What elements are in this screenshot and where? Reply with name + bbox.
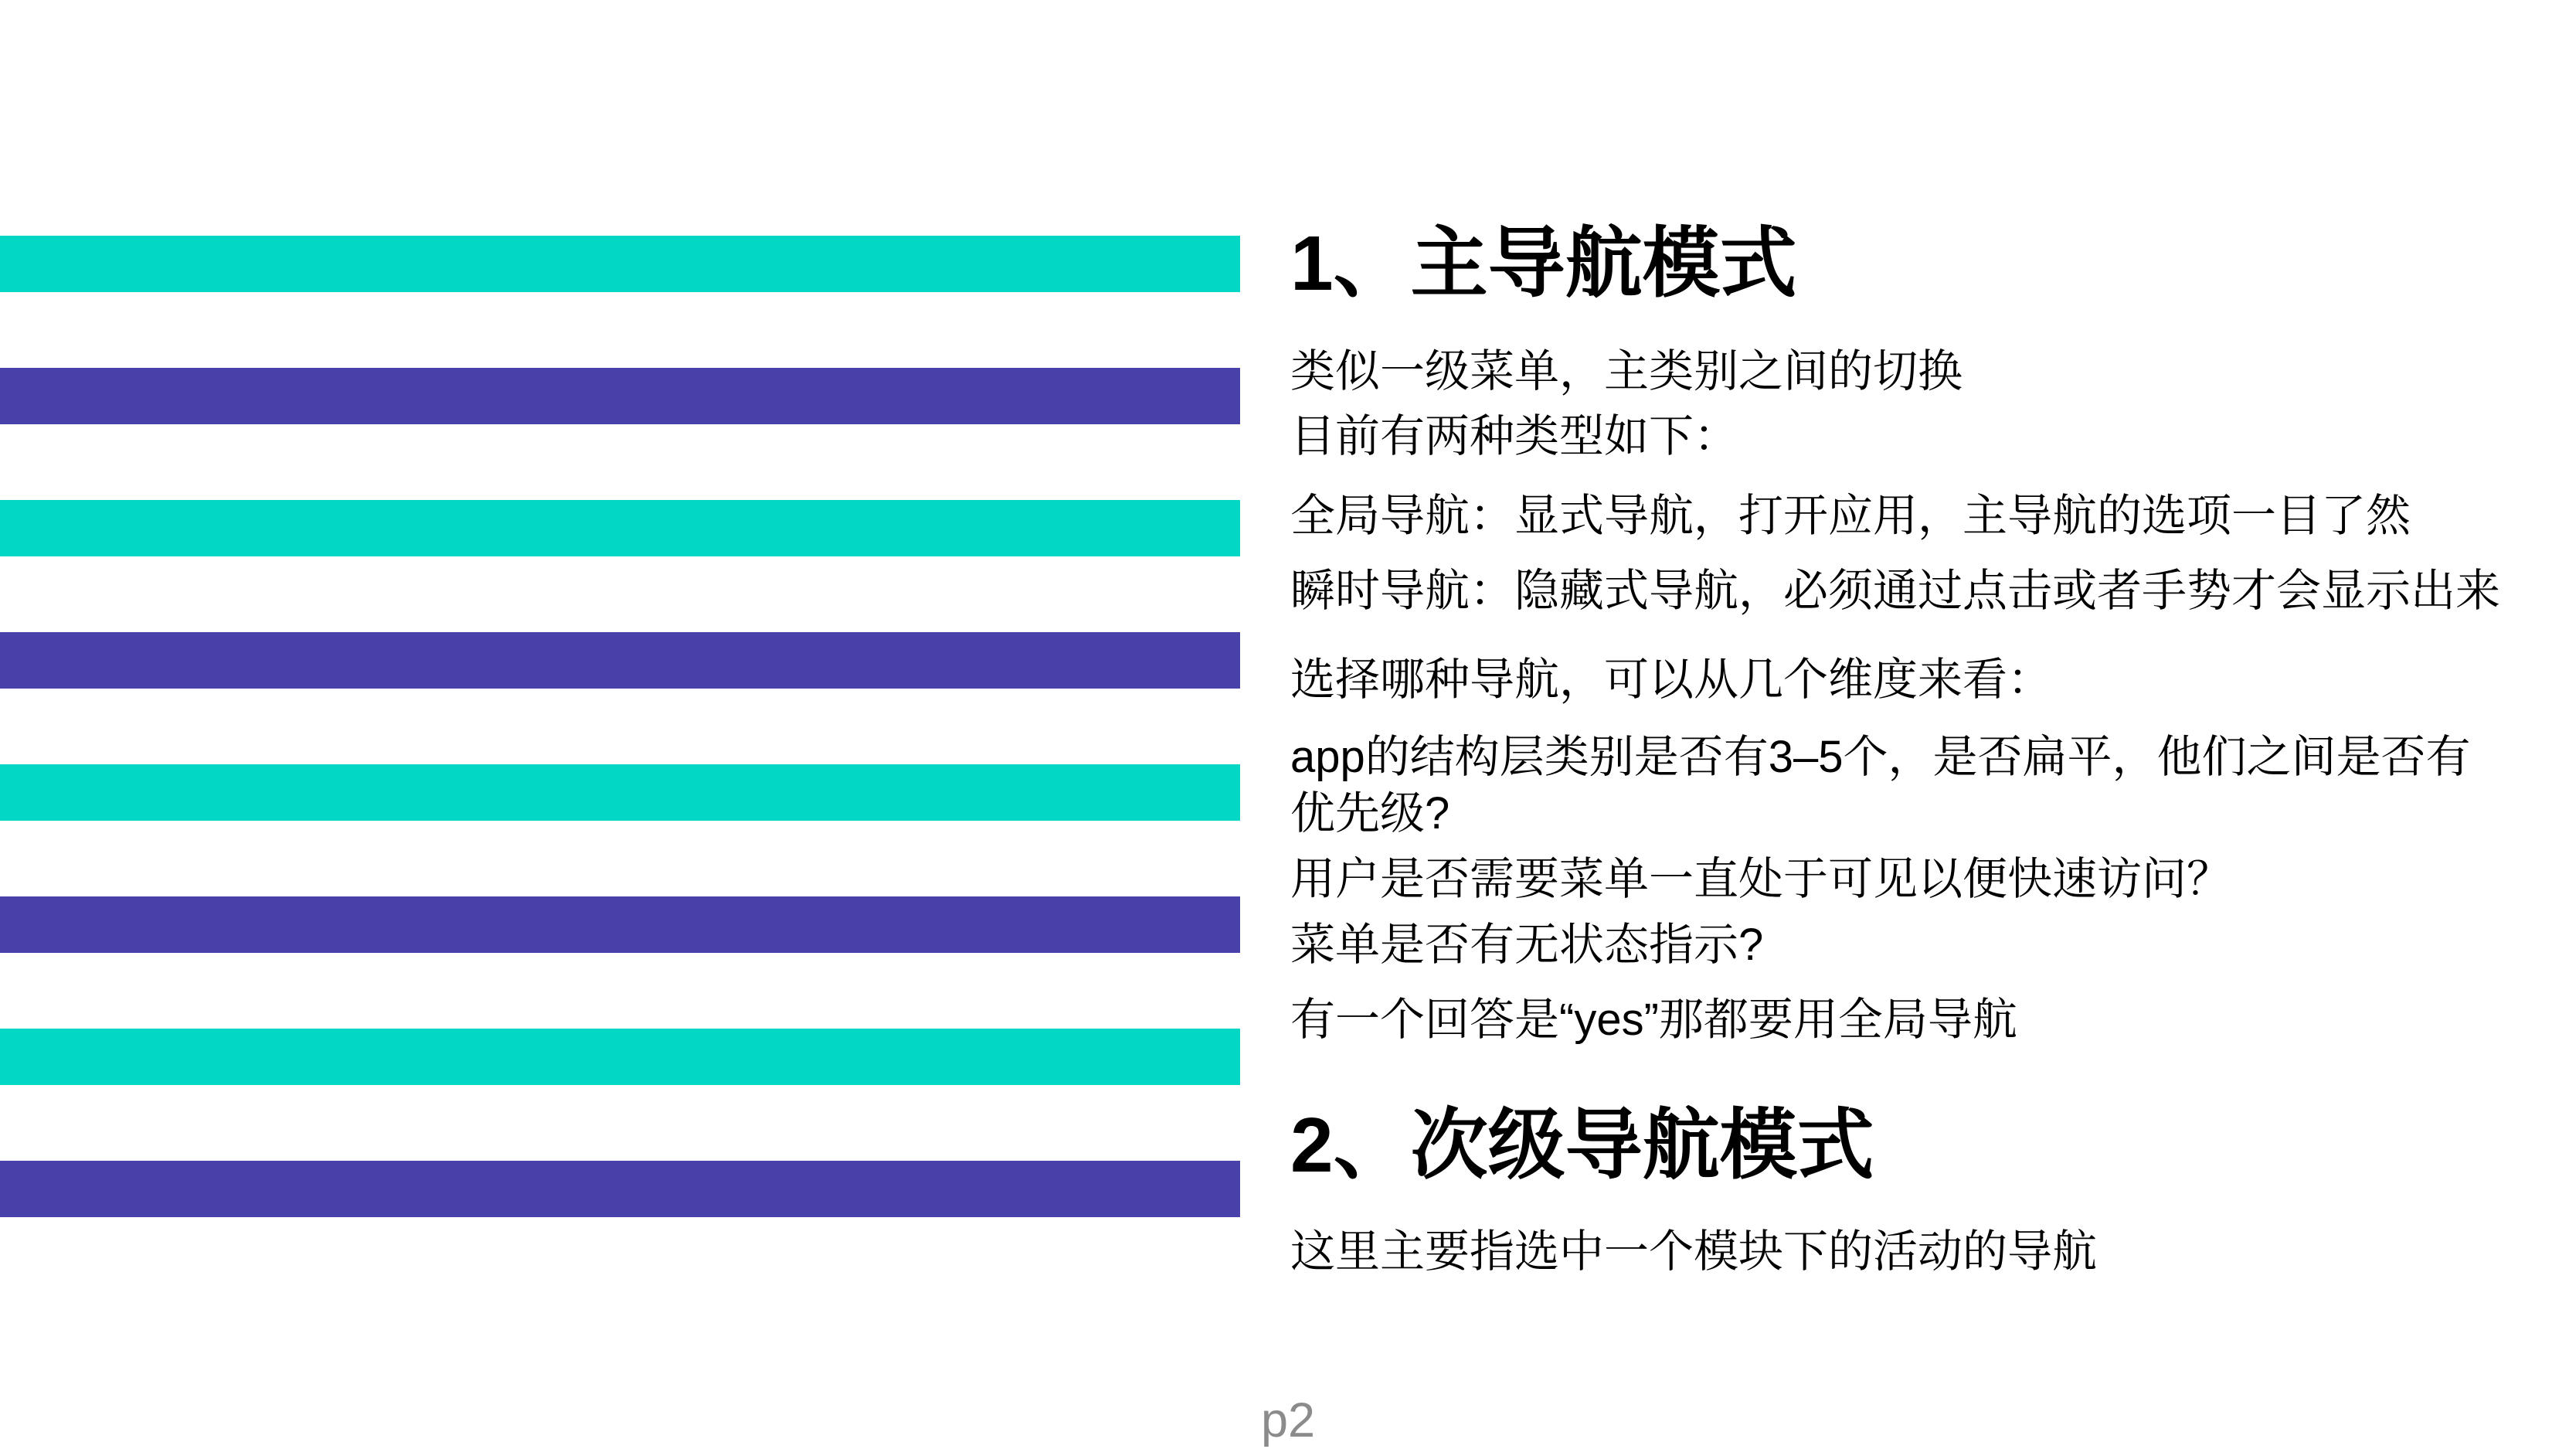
decorative-stripe-7 [0, 1029, 1240, 1085]
section1-paragraph-6-line-2: 优先级? [1290, 788, 1450, 838]
section2-paragraph-1: 这里主要指选中一个模块下的活动的导航 [1290, 1226, 2098, 1277]
section1-paragraph-5: 选择哪种导航，可以从几个维度来看： [1290, 655, 2053, 705]
section1-paragraph-8: 菜单是否有无状态指示? [1290, 920, 1764, 970]
section2-heading: 2、次级导航模式 [1290, 1102, 1874, 1189]
decorative-stripe-1 [0, 236, 1240, 292]
decorative-stripe-6 [0, 896, 1240, 953]
section1-paragraph-7: 用户是否需要菜单一直处于可见以便快速访问？ [1290, 854, 2232, 904]
section1-paragraph-1: 类似一级菜单，主类别之间的切换 [1290, 346, 1963, 396]
section1-heading: 1、主导航模式 [1290, 220, 1797, 307]
decorative-stripe-8 [0, 1161, 1240, 1217]
decorative-stripe-5 [0, 764, 1240, 821]
section1-paragraph-6 [1290, 729, 2471, 842]
section1-paragraph-9: 有一个回答是“yes”那都要用全局导航 [1290, 995, 2017, 1045]
decorative-stripe-3 [0, 500, 1240, 556]
decorative-stripe-4 [0, 632, 1240, 689]
section1-paragraph-6-line-1: app的结构层类别是否有3–5个，是否扁平，他们之间是否有 [1290, 732, 2471, 782]
section1-paragraph-4: 瞬时导航：隐藏式导航，必须通过点击或者手势才会显示出来 [1290, 566, 2501, 616]
section1-paragraph-3: 全局导航：显式导航，打开应用，主导航的选项一目了然 [1290, 491, 2411, 541]
decorative-stripe-2 [0, 368, 1240, 424]
page-number: p2 [1260, 1393, 1316, 1447]
section1-paragraph-2: 目前有两种类型如下： [1290, 411, 1739, 461]
stripe-pattern [0, 0, 1240, 1449]
